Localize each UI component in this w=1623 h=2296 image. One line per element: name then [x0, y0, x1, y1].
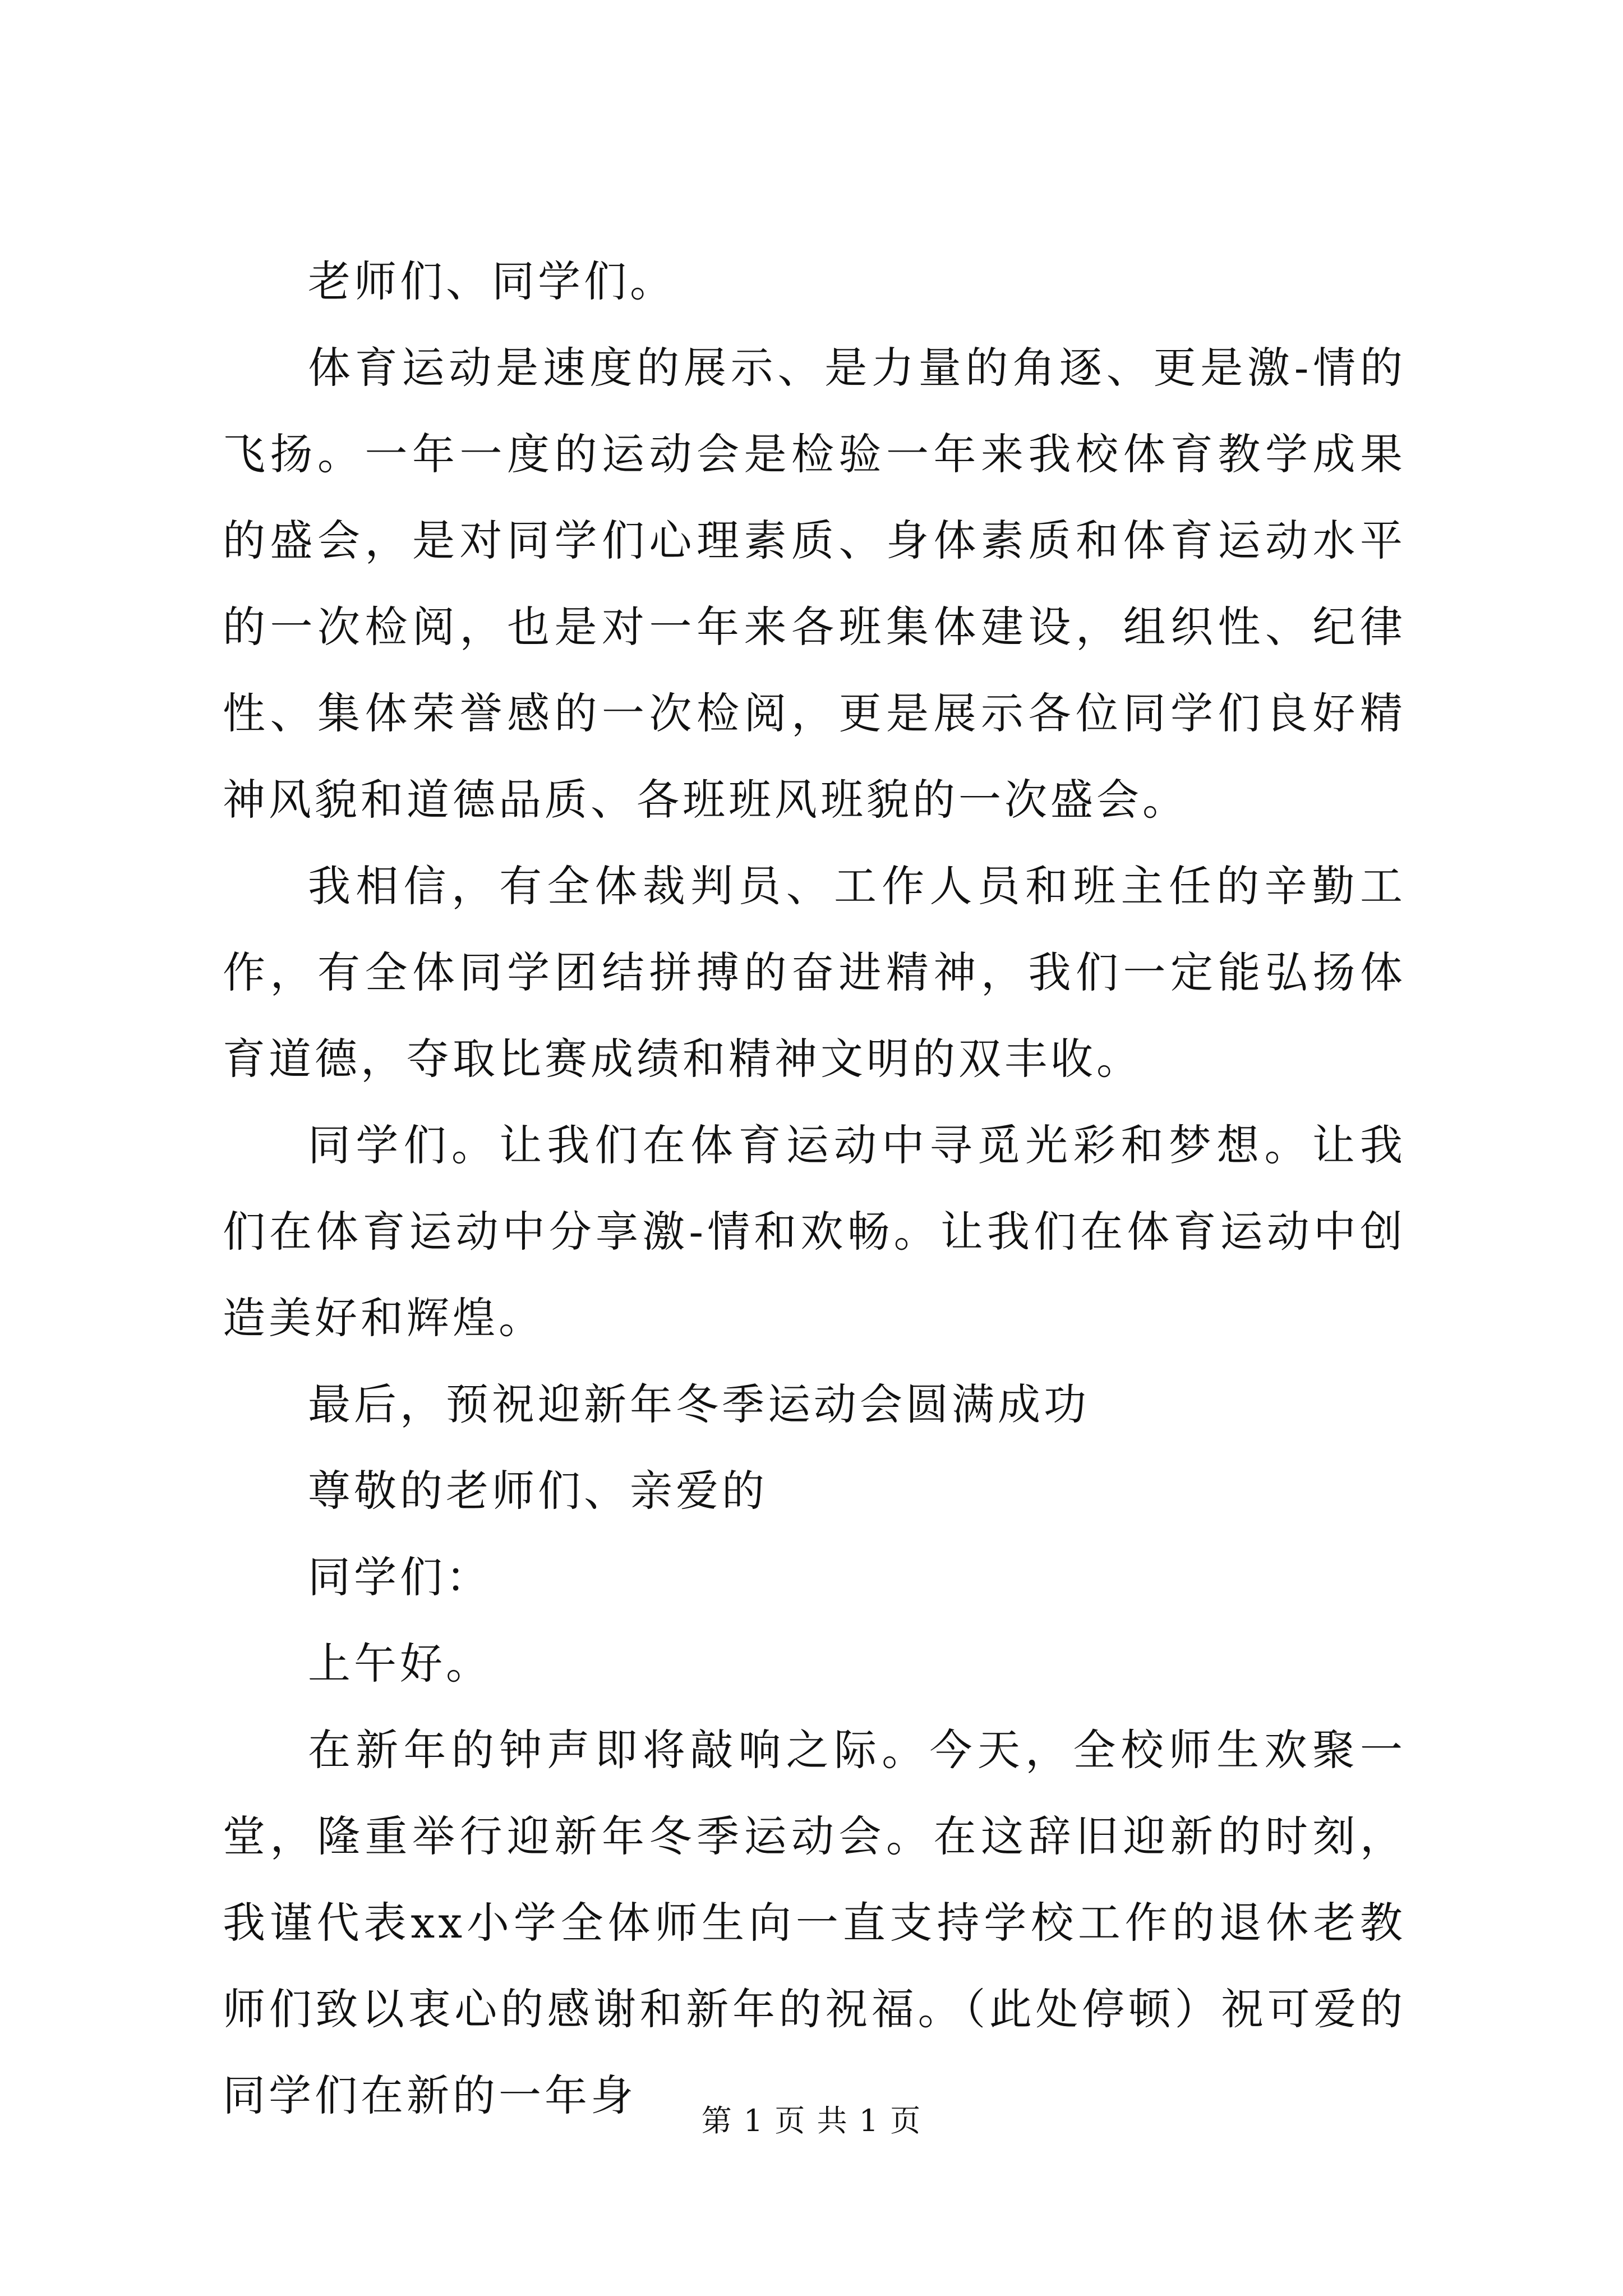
- paragraph-sports-intro: 体育运动是速度的展示、是力量的角逐、更是激-情的飞扬。一年一度的运动会是检验一年来我校体育教学成果的盛会，是对同学们心理素质、身体素质和体育运动水平的一次检阅，也是对一年来各班集体建设，组织性、纪律性、集体荣誉感的一次检阅，更是展示各位同学们良好精神风貌和道德品质、各班班风班貌的一次盛会。: [223, 343, 1406, 825]
- document-body: [223, 238, 1406, 2139]
- greeting-paragraph: 老师们、同学们。: [308, 256, 676, 306]
- paragraph-salutation-students: 同学们：: [308, 1552, 492, 1602]
- page-footer: 第 1 页 共 1 页: [701, 2103, 922, 2138]
- paragraph-belief: 我相信，有全体裁判员、工作人员和班主任的辛勤工作，有全体同学团结拼搏的奋进精神，我们一定能弘扬体育道德，夺取比赛成绩和精神文明的双丰收。: [223, 861, 1406, 1084]
- paragraph-salutation: 尊敬的老师们、亲爱的: [308, 1466, 768, 1516]
- paragraph-closing-wish: 最后，预祝迎新年冬季运动会圆满成功: [308, 1379, 1090, 1429]
- paragraph-good-morning: 上午好。: [308, 1639, 492, 1688]
- paragraph-new-year: 在新年的钟声即将敲响之际。今天，全校师生欢聚一堂，隆重举行迎新年冬季运动会。在这辞旧迎新的时刻，我谨代表xx小学全体师生向一直支持学校工作的退休老教师们致以衷心的感谢和新年的祝福。（此处停顿）祝可爱的同学们在新的一年身: [223, 1725, 1406, 2120]
- paragraph-call-to-action: 同学们。让我们在体育运动中寻觅光彩和梦想。让我们在体育运动中分享激-情和欢畅。让我们在体育运动中创造美好和辉煌。: [223, 1120, 1406, 1343]
